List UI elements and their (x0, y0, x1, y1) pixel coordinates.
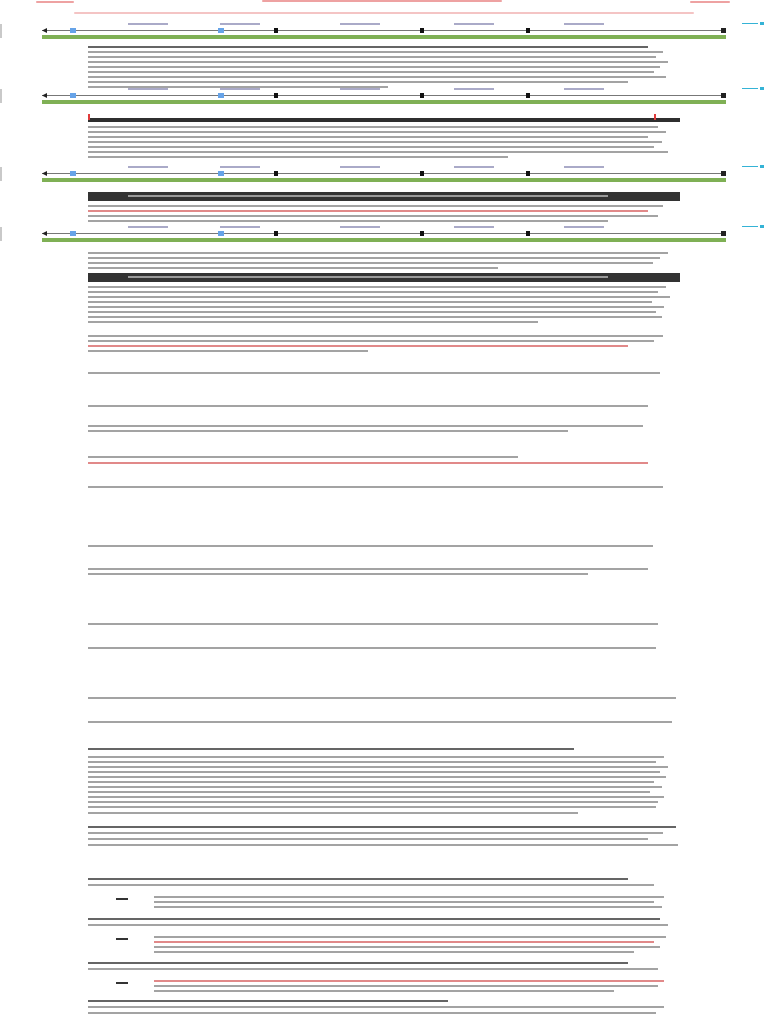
nav-link[interactable] (128, 226, 168, 228)
progress-bar (42, 100, 726, 104)
nav-link[interactable] (564, 226, 604, 228)
nav-links (44, 87, 718, 92)
progress-bar (42, 35, 726, 39)
red-marker (654, 114, 656, 120)
pager-link[interactable] (218, 231, 224, 236)
nav-link[interactable] (454, 23, 494, 25)
paragraph (88, 46, 680, 90)
nav-links (44, 22, 718, 27)
section-divider (88, 118, 680, 122)
prev-arrow-icon[interactable] (42, 28, 47, 33)
pager-marker (420, 171, 424, 176)
list-item (154, 896, 674, 914)
nav-link[interactable] (128, 23, 168, 25)
pager-link[interactable] (218, 28, 224, 33)
paragraph (88, 623, 680, 629)
list-item (154, 980, 674, 996)
paragraph (88, 962, 680, 976)
progress-bar (42, 238, 726, 242)
external-arrow-icon[interactable] (742, 87, 764, 91)
pager-track (42, 30, 726, 31)
pager-marker (274, 231, 278, 236)
pager-track (42, 233, 726, 234)
pager-marker (274, 28, 278, 33)
banner-decoration (74, 12, 694, 14)
nav-link[interactable] (454, 226, 494, 228)
nav-bar (0, 225, 768, 251)
nav-link[interactable] (340, 23, 380, 25)
section-heading-bar (88, 192, 680, 201)
paragraph (88, 568, 680, 578)
nav-link[interactable] (220, 226, 260, 228)
paragraph (88, 372, 680, 378)
pager (42, 231, 726, 237)
prev-arrow-icon[interactable] (42, 171, 47, 176)
paragraph (88, 252, 680, 272)
pager-marker (526, 28, 530, 33)
paragraph (88, 286, 680, 330)
paragraph (88, 878, 680, 892)
nav-link[interactable] (564, 166, 604, 168)
pager-link[interactable] (70, 28, 76, 33)
nav-links (44, 225, 718, 230)
pager (42, 28, 726, 34)
pager-link[interactable] (218, 93, 224, 98)
pager (42, 171, 726, 177)
edge-marker (0, 167, 2, 181)
list-bullet (116, 982, 128, 984)
banner-decoration (690, 1, 730, 3)
edge-marker (0, 227, 2, 241)
paragraph (88, 335, 680, 357)
paragraph (88, 425, 680, 435)
paragraph (88, 918, 680, 932)
nav-link[interactable] (454, 88, 494, 90)
paragraph (88, 545, 680, 551)
prev-arrow-icon[interactable] (42, 93, 47, 98)
list-item (154, 936, 674, 956)
list-bullet (116, 898, 128, 900)
nav-link[interactable] (564, 88, 604, 90)
edge-marker (0, 24, 2, 38)
nav-link[interactable] (128, 88, 168, 90)
paragraph (88, 486, 680, 492)
banner-title (230, 2, 530, 6)
list-bullet (116, 938, 128, 940)
external-arrow-icon[interactable] (742, 165, 764, 169)
nav-bar (0, 165, 768, 191)
section-heading-bar (88, 273, 680, 282)
pager-marker (274, 171, 278, 176)
pager (42, 93, 726, 99)
nav-link[interactable] (128, 166, 168, 168)
paragraph (88, 126, 680, 164)
edge-marker (0, 89, 2, 103)
pager-marker (526, 93, 530, 98)
paragraph (88, 748, 680, 822)
paragraph (88, 1000, 680, 1020)
nav-link[interactable] (220, 23, 260, 25)
nav-link[interactable] (220, 88, 260, 90)
pager-marker (420, 93, 424, 98)
external-arrow-icon[interactable] (742, 22, 764, 26)
red-marker (88, 114, 90, 120)
nav-link[interactable] (564, 23, 604, 25)
pager-marker (420, 231, 424, 236)
pager-link[interactable] (70, 93, 76, 98)
paragraph (88, 721, 680, 727)
prev-arrow-icon[interactable] (42, 231, 47, 236)
pager-track (42, 95, 726, 96)
nav-link[interactable] (340, 166, 380, 168)
paragraph (88, 205, 680, 227)
nav-link[interactable] (220, 166, 260, 168)
progress-bar (42, 178, 726, 182)
next-arrow-icon[interactable] (721, 93, 726, 98)
next-arrow-icon[interactable] (721, 28, 726, 33)
pager-track (42, 173, 726, 174)
paragraph (88, 697, 680, 703)
next-arrow-icon[interactable] (721, 231, 726, 236)
nav-link[interactable] (454, 166, 494, 168)
pager-link[interactable] (70, 231, 76, 236)
nav-link[interactable] (340, 88, 380, 90)
pager-link[interactable] (70, 171, 76, 176)
nav-links (44, 165, 718, 170)
pager-marker (274, 93, 278, 98)
next-arrow-icon[interactable] (721, 171, 726, 176)
paragraph (88, 456, 680, 468)
banner-decoration (36, 1, 74, 3)
pager-marker (420, 28, 424, 33)
paragraph (88, 826, 680, 850)
section-heading (128, 195, 608, 197)
paragraph (88, 405, 680, 411)
nav-bar (0, 87, 768, 113)
pager-marker (526, 231, 530, 236)
nav-bar (0, 22, 768, 48)
nav-link[interactable] (340, 226, 380, 228)
paragraph (88, 647, 680, 653)
pager-marker (526, 171, 530, 176)
external-arrow-icon[interactable] (742, 225, 764, 229)
section-heading (128, 276, 608, 278)
top-banner (0, 0, 768, 22)
pager-link[interactable] (218, 171, 224, 176)
